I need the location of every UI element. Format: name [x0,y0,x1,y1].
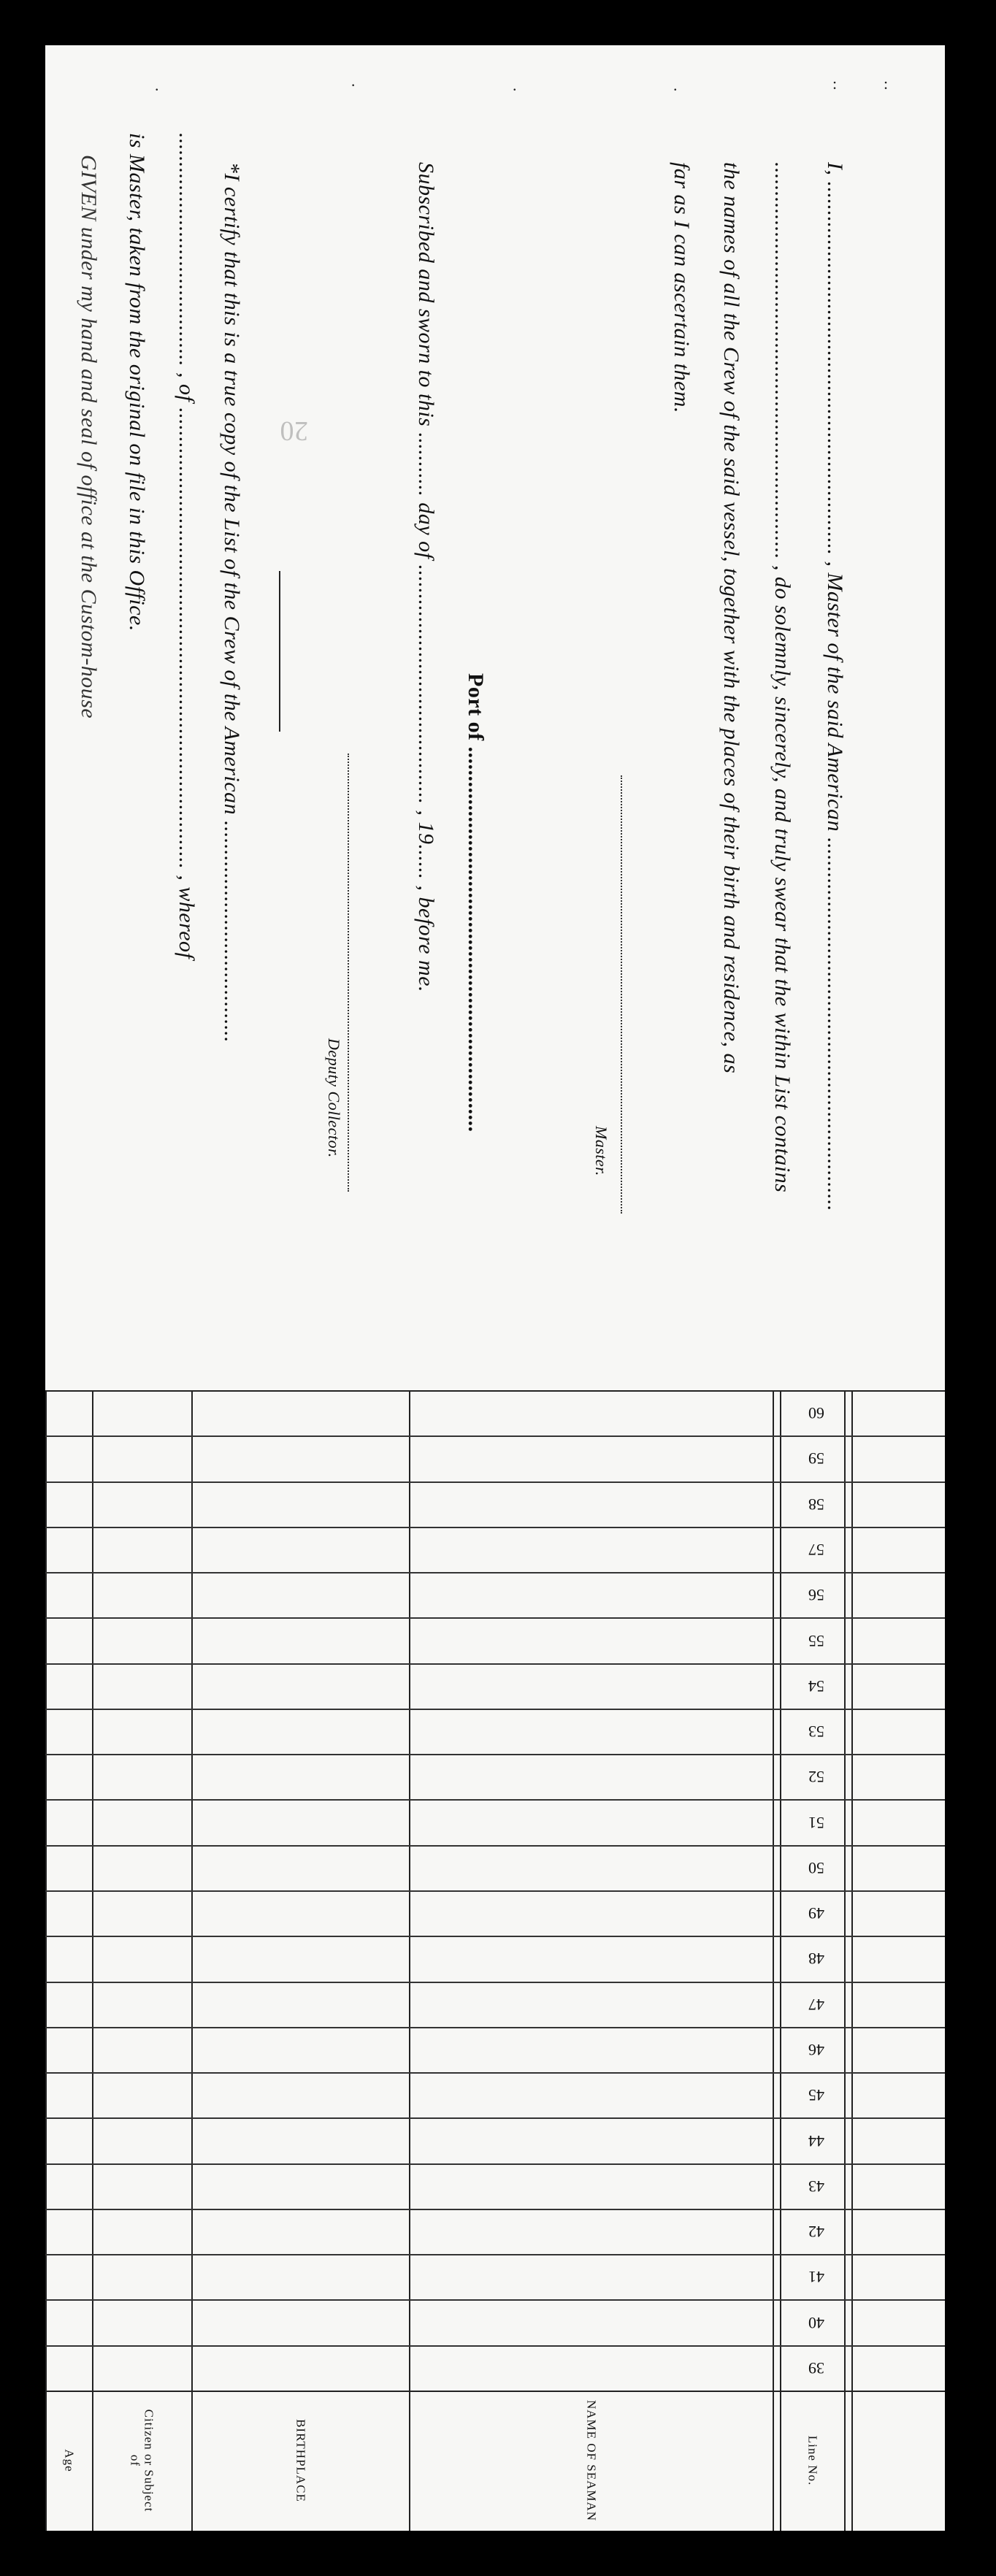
master-signature-line [621,775,623,1214]
line-number: 57 [808,1541,824,1559]
line-number: 45 [808,2086,824,2104]
crew-table [45,1390,945,2531]
header-rule [45,2391,945,2392]
row-rule [45,1754,945,1755]
oath-swear-line: .................................................................... , do solemnly, sincerely, and truly swear that the within List contains [770,162,794,1193]
line-number: 53 [808,1722,824,1741]
line-number: 44 [808,2132,824,2150]
row-rule [45,1799,945,1801]
row-rule [45,2027,945,2028]
row-rule [45,1890,945,1892]
punch-mark: · [350,76,356,94]
line-number: 49 [808,1904,824,1923]
stamp-mark: 20 [280,415,308,446]
line-number: 52 [808,1768,824,1786]
deputy-signature-line [348,754,350,1192]
line-number: 40 [808,2314,824,2332]
row-rule [45,1527,945,1528]
line-number: 60 [808,1404,824,1422]
column-rule [92,1390,93,2531]
oath-ascertain-line: far as I can ascertain them. [670,162,694,413]
punch-mark: . [673,76,678,94]
line-number: 42 [808,2223,824,2241]
row-rule [45,1435,945,1437]
header-age: Age [62,2449,77,2472]
is-master-line: is Master, taken from the original on file in this Office. [125,133,149,632]
header-name-of-seaman: NAME OF SEAMAN [584,2399,599,2522]
punch-mark: . [513,76,517,94]
subscribed-sworn-line: Subscribed and sworn to this ........... day of ......................................... , 19...... , before me. [414,162,438,993]
row-rule [45,1617,945,1619]
line-number: 50 [808,1859,824,1877]
header-citizen-subject: Citizen or Subject of [129,2409,156,2512]
line-number: 51 [808,1814,824,1832]
deputy-collector-label: Deputy Collector. [325,1038,343,1158]
line-number: 54 [808,1677,824,1695]
line-number: 59 [808,1449,824,1468]
row-rule [45,1572,945,1573]
row-rule [45,2209,945,2210]
certify-line: *I certify that this is a true copy of the List of the Crew of the American ...................................... [220,162,244,1043]
column-rule [780,1390,781,2531]
header-birthplace: BIRTHPLACE [294,2419,308,2502]
line-number: 48 [808,1950,824,1968]
row-rule [45,2345,945,2347]
column-rule [191,1390,193,2531]
line-number: 55 [808,1632,824,1650]
column-rule [844,1390,846,2531]
seal-rule [279,571,280,732]
row-rule [45,2163,945,2165]
row-rule [45,1936,945,1937]
row-rule [45,2299,945,2301]
column-rule [851,1390,853,2531]
line-number: 56 [808,1586,824,1604]
line-number: 58 [808,1495,824,1514]
line-number: 41 [808,2268,824,2286]
row-rule [45,2254,945,2255]
line-number: 47 [808,1996,824,2014]
oath-section [45,45,945,1352]
row-rule [45,2072,945,2074]
oath-names-line: the names of all the Crew of the said vessel, together with the places of their birth and residence, as [719,162,743,1074]
given-under-hand-line: GIVEN under my hand and seal of office at the Custom-house [77,155,101,719]
punch-mark: : [832,74,838,93]
master-label: Master. [592,1126,610,1176]
column-rule [45,1390,47,2531]
line-number: 39 [808,2359,824,2377]
column-rule [409,1390,410,2531]
crew-list-page [45,45,945,2531]
punch-mark: : [884,74,889,93]
row-rule [45,2117,945,2119]
row-rule [45,1663,945,1665]
row-rule [45,1845,945,1847]
punch-mark: . [155,76,159,94]
port-of: Port of .................................................................. [464,673,488,1132]
line-number: 46 [808,2041,824,2059]
row-rule [45,1390,945,1392]
oath-master-line: I, ................................................................ , Master of the said American ................................................................ [823,162,847,1212]
row-rule [45,1481,945,1483]
header-line-no: Line No. [805,2435,820,2486]
row-rule [45,1709,945,1710]
line-number: 43 [808,2177,824,2196]
column-rule [773,1390,774,2531]
of-whereof-line: ........................................ , of ............................................................................... , whereof [175,133,199,959]
row-rule [45,1982,945,1983]
